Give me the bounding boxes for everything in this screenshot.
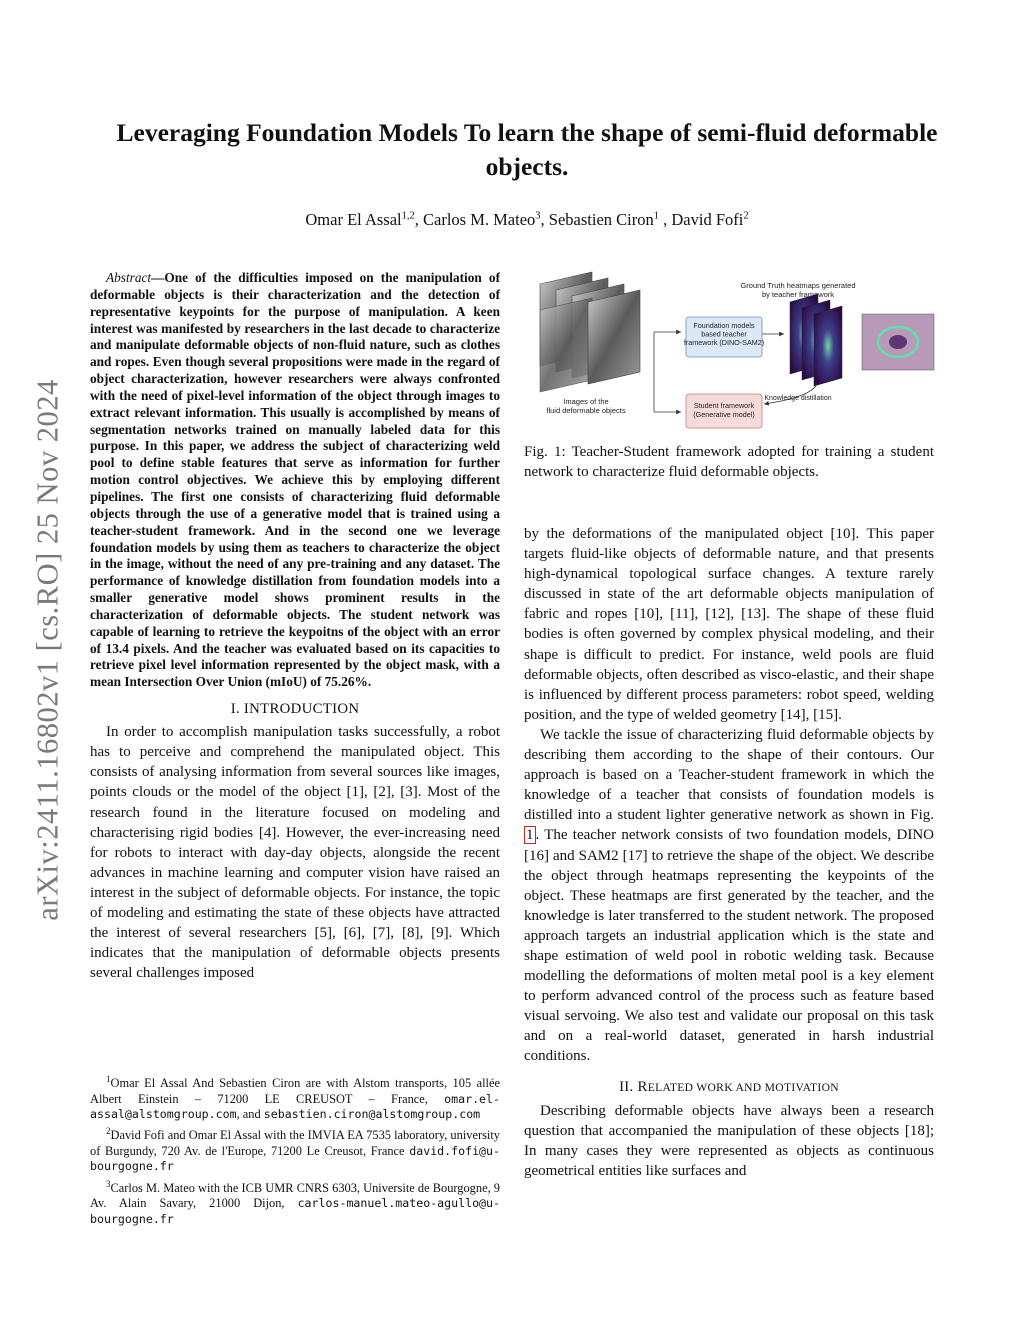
email-link[interactable]: carlos-manuel.mateo-agullo@u-bourgogne.fr: [90, 1196, 500, 1226]
paragraph: Describing deformable objects have always been a research question that accompanied the manipulation of these objects [18]; In many cases they were represented as objects as continuous geometrical entities like surfaces and: [524, 1102, 934, 1179]
figure-label-kd: Knowledge distillation: [764, 395, 832, 402]
email-link[interactable]: omar.el-assal@alstomgroup.com: [90, 1091, 500, 1121]
figure-label-teacher: Foundation models based teacher framework (DINO-SAM2): [683, 321, 765, 347]
figure-label-student: Student framework (Generative model): [693, 401, 755, 419]
email-link[interactable]: sebastien.ciron@alstomgroup.com: [263, 1106, 481, 1121]
figure-1: [536, 262, 936, 434]
paragraph-text: . The teacher network consists of two foundation models, DINO [16] and SAM2 [17] to retrieve the shape of the object. We describe the object through heatmaps representing the keypoints of the object. These heatmaps are first generated by the teacher, and the knowledge is later transferred to the student network. The proposed approach targets an industrial application which is the state and shape estimation of weld pool in robotic welding task. Because modelling the deformations of molten metal pool is a key element to perform advanced control of the process such as feature based visual servoing. We also test and validate our proposal on this task and on a real-world dataset, generated in harsh industrial conditions.: [524, 827, 934, 1065]
author-4: David Fofi: [671, 210, 744, 229]
arxiv-stamp: [18, 330, 78, 970]
heatmap-image: [814, 306, 842, 386]
footnote-mark: 2: [106, 1126, 111, 1137]
input-image: [588, 290, 640, 384]
footnote-3: [90, 1177, 500, 1227]
left-column: [90, 270, 500, 983]
footnotes: [90, 1072, 500, 1229]
author-4-affil: 2: [743, 210, 749, 222]
figure-label-images: Images of the fluid deformable objects: [546, 397, 626, 415]
paper-title: Leveraging Foundation Models To learn the shape of semi-fluid deformable objects.: [116, 118, 938, 181]
heading-part: II. R: [619, 1078, 648, 1095]
author-sep: ,: [659, 210, 672, 229]
section-heading-introduction: I. INTRODUCTION: [230, 701, 360, 718]
arxiv-id: arXiv:2411.16802v1 [cs.RO] 25 Nov 2024: [30, 379, 65, 921]
footnote-text: Omar El Assal And Sebastien Ciron are with Alstom transports, 105 allée Albert Einstein – 71200 LE CREUSOT – France,: [90, 1076, 500, 1106]
abstract: [90, 270, 500, 691]
author-3: Sebastien Ciron: [548, 210, 654, 229]
input-image: [540, 298, 592, 392]
overlay-center: [889, 335, 907, 349]
footnote-mark: 3: [106, 1178, 111, 1189]
footnote-mark: 1: [106, 1074, 111, 1084]
intro-paragraph: In order to accomplish manipulation tasks successfully, a robot has to perceive and comprehend the manipulated object. This consists of analysing information from several sources like images, points clouds or the model of the object [1], [2], [3]. Most of the research found in the literature focused on modeling and characterising rigid bodies [4]. However, the ever-increasing need for robots to interact with day-day objects, alongside the recent advances in machine learning and computer vision have raised an interest in the subject of deformable objects. For instance, the topic of modeling and estimating the state of these objects have attracted the interest of several researchers [5], [6], [7], [8], [9]. Which indicates that the manipulation of deformable objects presents several challenges imposed: [90, 724, 500, 982]
figure-reference-link[interactable]: 1: [526, 827, 534, 844]
footnote-text: David Fofi and Omar El Assal with the IMVIA EA 7535 laboratory, university of Burgundy, 720 Av. de l'Europe, 71200 Le Creusot, France: [90, 1128, 500, 1158]
abstract-text: One of the difficulties imposed on the manipulation of deformable objects is their characterization and the detection of representative keypoints for the purpose of manipulation. A keen interest was manifested by researchers in the last decade to characterize and manipulate deformable objects of non-fluid nature, such as clothes and ropes. Even though several propositions were made in the regard of object characterization, however researchers were always confronted with the need of pixel-level information of the object through images to extract relevant information. This usually is accomplished by means of segmentation networks trained on manually labeled data for this purpose. In this paper, we address the subject of characterizing weld pool to define stable features that serve as information for further motion control objectives. We achieve this by employing different pipelines. The first one consists of characterizing fluid deformable objects through the use of a generative model that is trained using a teacher-student framework. And in the second one we leverage foundation models by using them as teachers to characterize the object in the image, without the need of any pre-training and any dataset. The performance of knowledge distillation from foundation models into a smaller generative model shows prominent results in the characterization of deformable objects. The student network was capable of learning to retrieve the keypoitns of the object with an error of 13.4 pixels. And the teacher was evaluated based on its capacities to retrieve pixel level information represented by the object mask, with a mean Intersection Over Union (mIoU) of 75.26%.: [90, 270, 500, 690]
paragraph: [524, 725, 934, 1067]
section-heading-related-work: [524, 1077, 934, 1098]
author-2: Carlos M. Mateo: [423, 210, 536, 229]
footnote-1: [90, 1072, 500, 1122]
paragraph-text: We tackle the issue of characterizing fluid deformable objects by describing them according to the shape of their contours. Our approach is based on a Teacher-student framework in which the knowledge of a teacher that consists of foundation models is distilled into a student lighter generative network as shown in Fig.: [524, 726, 934, 824]
email-link[interactable]: david.fofi@u-bourgogne.fr: [90, 1143, 500, 1174]
author-sep: ,: [414, 210, 424, 229]
abstract-label: Abstract: [106, 270, 152, 285]
abstract-dash: —: [151, 270, 165, 285]
paragraph: by the deformations of the manipulated object [10]. This paper targets fluid-like objects of deformable nature, and that presents high-dynamical topological surface changes. A texture rarely discussed in state of the art deformable objects manipulation of fabric and ropes [10], [11], [12], [13]. The shape of these fluid bodies is often governed by complex physical modeling, and their shape is difficult to predict. For instance, weld pools are fluid deformable objects, often described as visco-elastic, and their shape is influenced by different process parameters: robot speed, welding position, and the type of welded geometry [14], [15].: [524, 526, 934, 723]
author-list: [100, 210, 954, 230]
footnote-text: , and: [236, 1106, 264, 1121]
footnote-2: [90, 1124, 500, 1174]
footnote-text: Carlos M. Mateo with the ICB UMR CNRS 6303, Universite de Bourgogne, 9 Av. Alain Savary, 21000 Dijon,: [90, 1180, 500, 1211]
figure-caption: Fig. 1: Teacher-Student framework adopted for training a student network to characterize fluid deformable objects.: [524, 444, 934, 480]
author-1-affil: 1,2: [401, 210, 415, 222]
author-1: Omar El Assal: [305, 210, 402, 229]
heading-part: ELATED WORK AND MOTIVATION: [647, 1080, 839, 1094]
right-column: [524, 524, 934, 1181]
input-image-stack: [540, 272, 640, 392]
author-sep: ,: [540, 210, 549, 229]
author-2-affil: 3: [535, 210, 541, 222]
heatmap-stack: [790, 294, 842, 386]
figure-label-gt: Ground Truth heatmaps generated by teacher framework: [740, 281, 856, 299]
author-3-affil: 1: [653, 210, 659, 222]
